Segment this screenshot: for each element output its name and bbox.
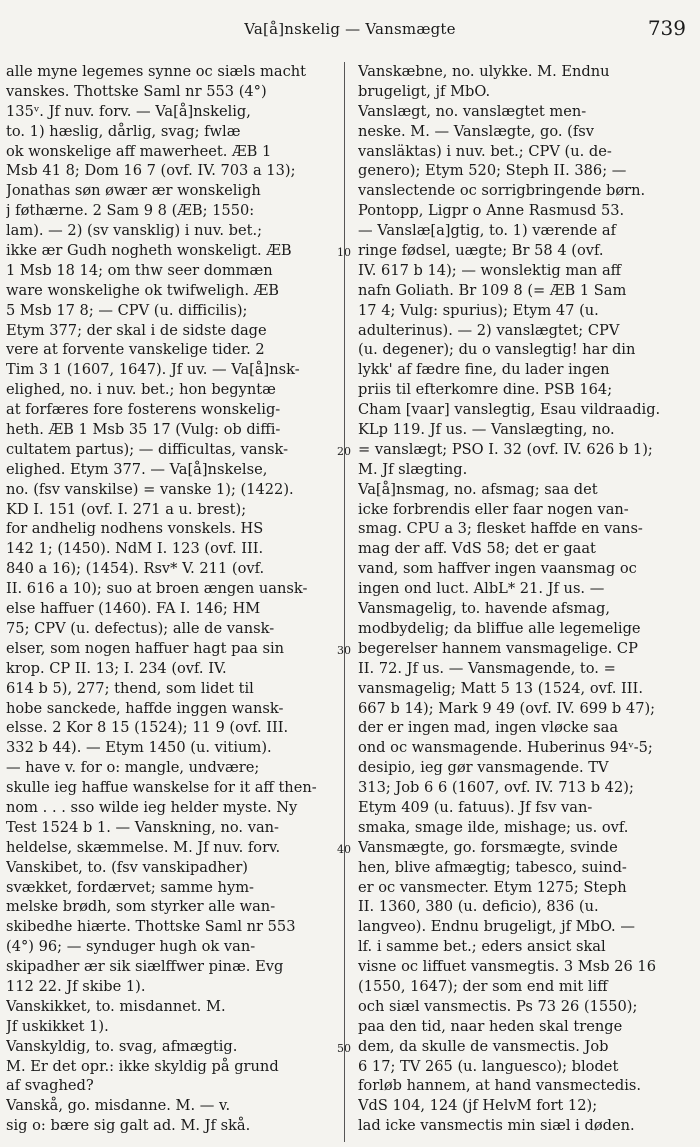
text-line: alle myne legemes synne oc siæls macht bbox=[6, 63, 307, 80]
column-rule bbox=[344, 62, 345, 1142]
text-line: 614 b 5), 277; thend, som lidet til bbox=[6, 679, 254, 697]
text-line: 142 1; (1450). NdM I. 123 (ovf. III. bbox=[6, 540, 264, 558]
text-line: skulle ieg haffue wanskelse for it aff then- bbox=[6, 779, 317, 797]
text-line: lf. i samme bet.; eders ansict skal bbox=[358, 938, 606, 956]
text-line: icke forbrendis eller faar nogen van- bbox=[358, 500, 629, 518]
text-line: 667 b 14); Mark 9 49 (ovf. IV. 699 b 47); bbox=[358, 699, 656, 717]
text-line: 5 Msb 17 8; — CPV (u. difficilis); bbox=[6, 301, 248, 319]
line-number: 30 bbox=[337, 644, 351, 658]
text-line: smag. CPU a 3; flesket haffde en vans- bbox=[358, 520, 643, 538]
line-number: 50 bbox=[337, 1042, 351, 1056]
text-line: modbydelig; da bliffue alle legemelige bbox=[358, 619, 641, 637]
text-line: vand, som haffver ingen vaansmag oc bbox=[358, 560, 637, 578]
text-line: genero); Etym 520; Steph II. 386; — bbox=[358, 162, 627, 180]
text-line: VdS 104, 124 (jf HelvM fort 12); bbox=[358, 1097, 598, 1115]
text-line: ware wonskelighe ok twifweligh. ÆB bbox=[6, 281, 279, 299]
text-line: Cham [vaar] vanslegtig, Esau vildraadig. bbox=[358, 401, 661, 419]
text-line: neske. M. — Vanslægte, go. (fsv bbox=[358, 122, 595, 140]
text-line: Vanskikket, to. misdannet. M. bbox=[6, 997, 226, 1015]
text-line: hobe sanckede, haffde inggen wansk- bbox=[6, 699, 284, 717]
text-line: brugeligt, jf MbO. bbox=[358, 82, 491, 100]
text-line: forløb hannem, at hand vansmectedis. bbox=[358, 1077, 642, 1095]
text-line: cultatem partus); — difficultas, vansk- bbox=[6, 440, 289, 458]
text-line: vere at forvente vanskelige tider. 2 bbox=[6, 341, 265, 359]
text-line: M. Er det opr.: ikke skyldig på grund bbox=[6, 1057, 279, 1075]
text-line: ond oc wansmagende. Huberinus 94ᵛ-5; bbox=[358, 739, 653, 757]
text-line: dem, da skulle de vansmectis. Job bbox=[358, 1037, 609, 1055]
text-line: II. 72. Jf us. — Vansmagende, to. = bbox=[358, 659, 616, 677]
text-line: elser, som nogen haffuer hagt paa sin bbox=[6, 639, 285, 657]
text-line: vansläktas) i nuv. bet.; CPV (u. de- bbox=[358, 142, 612, 160]
text-line: M. Jf slægting. bbox=[358, 460, 468, 478]
page-header bbox=[0, 14, 700, 40]
text-line: skipadher ær sik siælffwer pinæ. Evg bbox=[6, 958, 284, 976]
text-line: no. (fsv vanskilse) = vanske 1); (1422). bbox=[6, 480, 294, 498]
line-number: 20 bbox=[337, 445, 351, 459]
text-line: KLp 119. Jf us. — Vanslægting, no. bbox=[358, 421, 615, 439]
text-line: visne oc liffuet vansmegtis. 3 Msb 26 16 bbox=[358, 958, 656, 976]
text-line: adulterinus). — 2) vanslægtet; CPV bbox=[358, 321, 620, 339]
text-line: (1550, 1647); der som end mit liff bbox=[358, 977, 608, 995]
text-line: Va[å]nsmag, no. afsmag; saa det bbox=[358, 480, 598, 498]
page-number: 739 bbox=[647, 16, 686, 40]
text-line: begerelser hannem vansmagelige. CP bbox=[358, 639, 638, 657]
text-line: svækket, fordærvet; samme hym- bbox=[6, 878, 254, 896]
text-line: at forfæres fore fosterens wonskelig- bbox=[6, 401, 281, 419]
text-line: = vanslægt; PSO I. 32 (ovf. IV. 626 b 1); bbox=[358, 440, 653, 458]
text-line: Pontopp, Ligpr o Anne Rasmusd 53. bbox=[358, 202, 625, 220]
text-line: Vanskæbne, no. ulykke. M. Endnu bbox=[358, 63, 610, 80]
text-line: 112 22. Jf skibe 1). bbox=[6, 977, 146, 995]
text-line: Vansmagelig, to. havende afsmag, bbox=[358, 600, 611, 618]
text-line: hen, blive afmægtig; tabesco, suind- bbox=[358, 858, 627, 876]
text-line: for andhelig nodhens vonskels. HS bbox=[6, 520, 264, 538]
text-line: 135ᵛ. Jf nuv. forv. — Va[å]nskelig, bbox=[6, 102, 251, 120]
text-line: KD I. 151 (ovf. I. 271 a u. brest); bbox=[6, 500, 247, 518]
text-line: IV. 617 b 14); — wonslektig man aff bbox=[358, 261, 622, 279]
text-line: ringe fødsel, uægte; Br 58 4 (ovf. bbox=[358, 242, 604, 260]
text-line: heth. ÆB 1 Msb 35 17 (Vulg: ob diffi- bbox=[6, 421, 281, 439]
text-line: er oc vansmecter. Etym 1275; Steph bbox=[358, 878, 627, 896]
text-line: Vanskibet, to. (fsv vanskipadher) bbox=[6, 858, 248, 876]
text-line: skibedhe hiærte. Thottske Saml nr 553 bbox=[6, 918, 296, 936]
text-line: paa den tid, naar heden skal trenge bbox=[358, 1017, 623, 1035]
text-line: j føthærne. 2 Sam 9 8 (ÆB; 1550: bbox=[6, 202, 255, 220]
text-line: Tim 3 1 (1607, 1647). Jf uv. — Va[å]nsk- bbox=[6, 361, 300, 379]
text-line: Etym 377; der skal i de sidste dage bbox=[6, 321, 267, 339]
text-line: 332 b 44). — Etym 1450 (u. vitium). bbox=[6, 739, 272, 757]
text-line: sig o: bære sig galt ad. M. Jf skå. bbox=[6, 1117, 251, 1135]
line-number: 40 bbox=[337, 843, 351, 857]
text-line: vanslectende oc sorrigbringende børn. bbox=[358, 182, 646, 200]
text-line: — have v. for o: mangle, undvære; bbox=[6, 759, 260, 777]
text-line: 75; CPV (u. defectus); alle de vansk- bbox=[6, 619, 275, 637]
text-line: II. 616 a 10); suo at broen ængen uansk- bbox=[6, 580, 308, 598]
text-line: II. 1360, 380 (u. deficio), 836 (u. bbox=[358, 898, 599, 916]
text-line: ingen ond luct. AlbL* 21. Jf us. — bbox=[358, 580, 605, 598]
text-line: af svaghed? bbox=[6, 1077, 94, 1095]
text-line: vansmagelig; Matt 5 13 (1524, ovf. III. bbox=[358, 679, 643, 697]
text-line: och siæl vansmectis. Ps 73 26 (1550); bbox=[358, 997, 638, 1015]
text-line: elighed. Etym 377. — Va[å]nskelse, bbox=[6, 460, 268, 478]
text-line: 1 Msb 18 14; om thw seer dommæn bbox=[6, 261, 273, 279]
text-line: krop. CP II. 13; I. 234 (ovf. IV. bbox=[6, 659, 227, 677]
text-line: Test 1524 b 1. — Vanskning, no. van- bbox=[6, 818, 279, 836]
text-line: heldelse, skæmmelse. M. Jf nuv. forv. bbox=[6, 838, 281, 856]
text-line: nafn Goliath. Br 109 8 (= ÆB 1 Sam bbox=[358, 281, 627, 299]
text-line: to. 1) hæslig, dårlig, svag; fwlæ bbox=[6, 122, 241, 140]
left-column bbox=[6, 62, 336, 1136]
right-column bbox=[358, 62, 690, 1136]
text-line: mag der aff. VdS 58; det er gaat bbox=[358, 540, 596, 558]
text-line: lad icke vansmectis min siæl i døden. bbox=[358, 1117, 635, 1135]
text-line: nom . . . sso wilde ieg helder myste. Ny bbox=[6, 798, 298, 816]
text-line: — Vanslæ[a]gtig, to. 1) værende af bbox=[358, 222, 616, 240]
text-line: 17 4; Vulg: spurius); Etym 47 (u. bbox=[358, 301, 599, 319]
text-line: Vanskå, go. misdanne. M. — v. bbox=[6, 1097, 231, 1115]
text-line: Msb 41 8; Dom 16 7 (ovf. IV. 703 a 13); bbox=[6, 162, 296, 180]
text-line: Etym 409 (u. fatuus). Jf fsv van- bbox=[358, 798, 593, 816]
text-line: 6 17; TV 265 (u. languesco); blodet bbox=[358, 1057, 619, 1075]
text-line: elsse. 2 Kor 8 15 (1524); 11 9 (ovf. III. bbox=[6, 719, 289, 737]
text-line: lykk' af fædre fine, du lader ingen bbox=[358, 361, 610, 379]
text-line: Vanskyldig, to. svag, afmægtig. bbox=[6, 1037, 238, 1055]
text-line: (4°) 96; — synduger hugh ok van- bbox=[6, 938, 256, 956]
text-line: desipio, ieg gør vansmagende. TV bbox=[358, 759, 609, 777]
text-line: Jonathas søn øwær ær wonskeligh bbox=[6, 182, 261, 200]
text-line: ikke ær Gudh nogheth wonskeligt. ÆB bbox=[6, 242, 292, 260]
text-line: smaka, smage ilde, mishage; us. ovf. bbox=[358, 818, 629, 836]
text-line: 313; Job 6 6 (1607, ovf. IV. 713 b 42); bbox=[358, 779, 634, 797]
text-line: (u. degener); du o vanslegtig! har din bbox=[358, 341, 636, 359]
line-number: 10 bbox=[337, 246, 351, 260]
text-line: Vansmægte, go. forsmægte, svinde bbox=[358, 838, 618, 856]
text-line: Jf uskikket 1). bbox=[6, 1017, 109, 1035]
text-line: 840 a 16); (1454). Rsv* V. 211 (ovf. bbox=[6, 560, 265, 578]
text-line: else haffuer (1460). FA I. 146; HM bbox=[6, 600, 261, 618]
text-line: vanskes. Thottske Saml nr 553 (4°) bbox=[6, 82, 267, 100]
text-line: lam). — 2) (sv vansklig) i nuv. bet.; bbox=[6, 222, 263, 240]
text-line: Vanslægt, no. vanslægtet men- bbox=[358, 102, 587, 120]
text-line: priis til efterkomre dine. PSB 164; bbox=[358, 381, 613, 399]
text-line: ok wonskelige aff mawerheet. ÆB 1 bbox=[6, 142, 272, 160]
text-line: elighed, no. i nuv. bet.; hon begyntæ bbox=[6, 381, 276, 399]
text-line: der er ingen mad, ingen vløcke saa bbox=[358, 719, 619, 737]
running-title: Va[å]nskelig — Vansmægte bbox=[244, 20, 456, 38]
text-line: langveo). Endnu brugeligt, jf MbO. — bbox=[358, 918, 635, 936]
text-line: melske brødh, som styrker alle wan- bbox=[6, 898, 276, 916]
